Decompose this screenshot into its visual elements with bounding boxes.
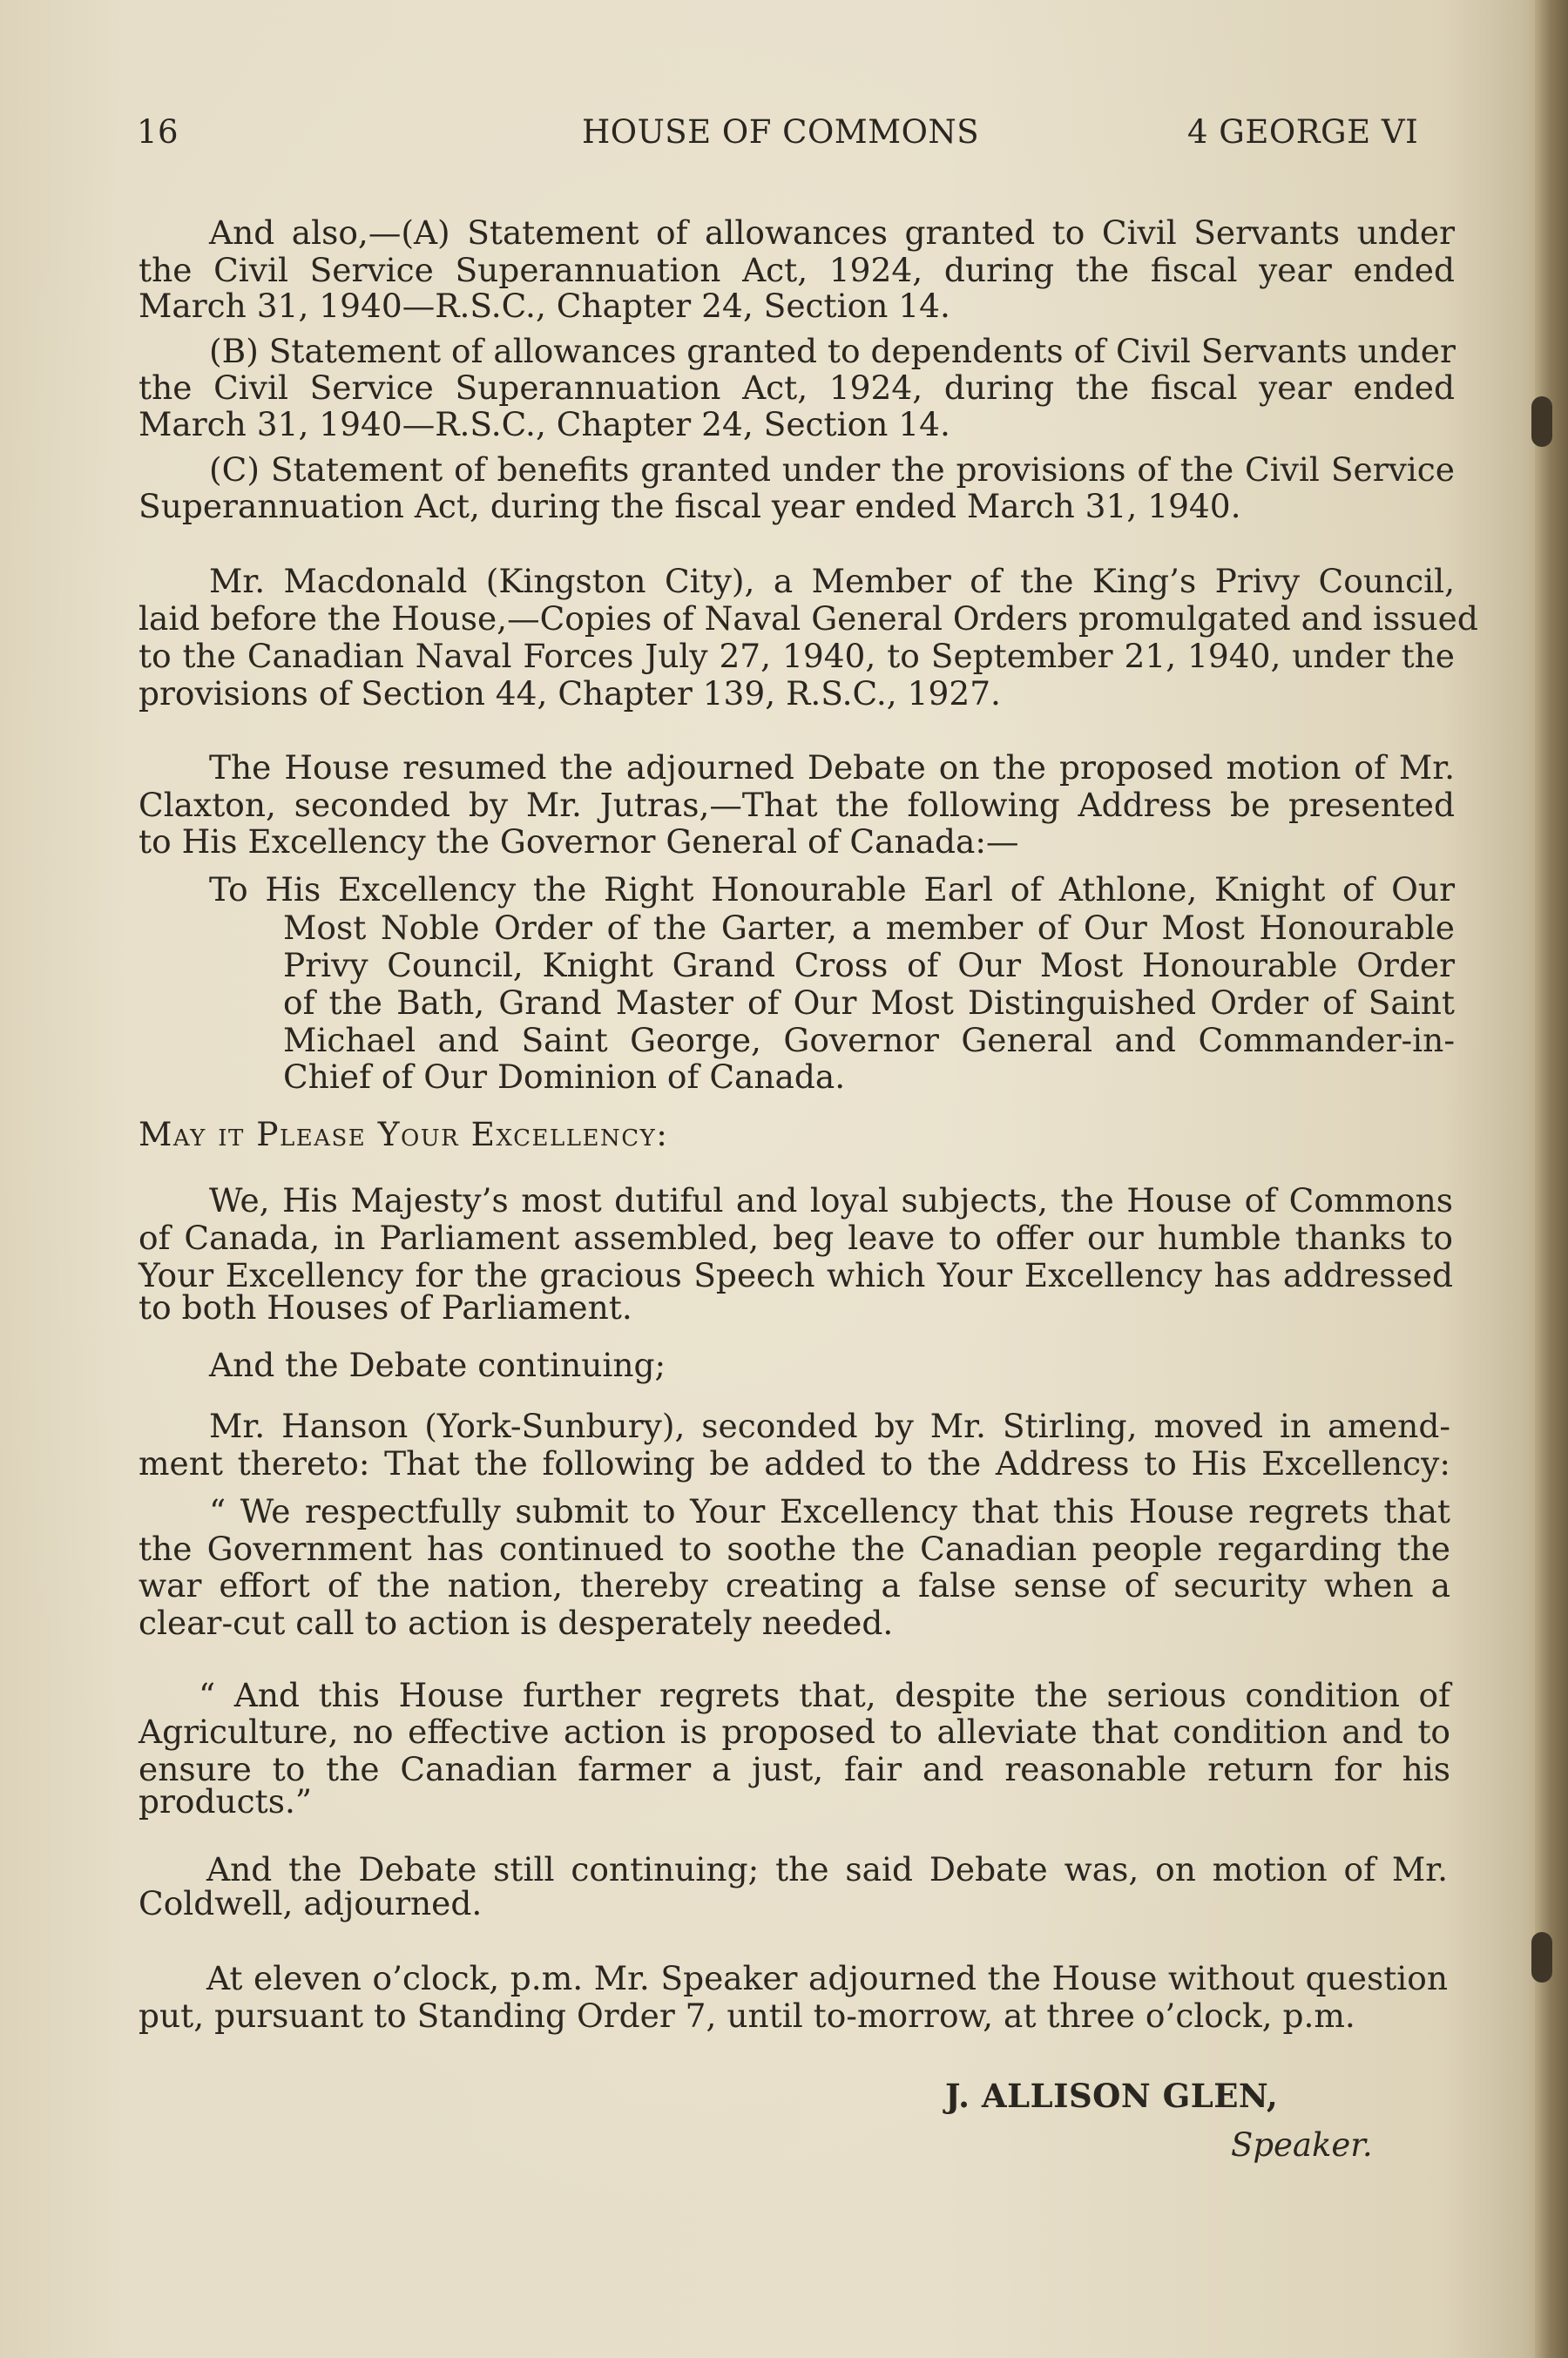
quote2-line: “ And this House further regrets that, despite the serious condition of [199, 1676, 1450, 1714]
debate-line: to His Excellency the Governor General of Canada:— [139, 822, 1019, 861]
page-number: 16 [137, 113, 179, 151]
macdonald-line: laid before the House,—Copies of Naval General Orders promulgated and issued [139, 599, 1478, 638]
speaker-title: Speaker. [1231, 2126, 1373, 2164]
debate-continuing: And the Debate continuing; [209, 1346, 666, 1384]
statement-a-line: March 31, 1940—R.S.C., Chapter 24, Section 14. [139, 287, 950, 325]
statement-b-line: March 31, 1940—R.S.C., Chapter 24, Section 14. [139, 405, 950, 443]
statement-c-line: Superannuation Act, during the fiscal year ended March 31, 1940. [139, 487, 1241, 525]
adjournment-line: At eleven o’clock, p.m. Mr. Speaker adjourned the House without question [206, 1959, 1448, 1997]
still-continuing-line: And the Debate still continuing; the said Debate was, on motion of Mr. [206, 1850, 1448, 1888]
salutation: May it Please Your Excellency: [139, 1115, 669, 1153]
quote1-line: clear-cut call to action is desperately needed. [139, 1604, 894, 1642]
statement-b-line: (B) Statement of allowances granted to dependents of Civil Servants under [209, 332, 1456, 370]
quote1-line: war effort of the nation, thereby creating a false sense of security when a [139, 1566, 1450, 1605]
regnal-year: 4 GEORGE VI [1187, 113, 1419, 151]
address-heading-line: of the Bath, Grand Master of Our Most Distinguished Order of Saint [283, 983, 1455, 1022]
address-heading-line: To His Excellency the Right Honourable Earl of Athlone, Knight of Our [209, 870, 1455, 909]
quote2-line: ensure to the Canadian farmer a just, fair and reasonable return for his [139, 1750, 1450, 1788]
debate-line: Claxton, seconded by Mr. Jutras,—That the following Address be presented [139, 786, 1455, 824]
statement-c-line: (C) Statement of benefits granted under the provisions of the Civil Service [209, 450, 1455, 489]
statement-a-line: And also,—(A) Statement of allowances granted to Civil Servants under [209, 213, 1455, 252]
address-body-line: of Canada, in Parliament assembled, beg leave to offer our humble thanks to [139, 1219, 1453, 1257]
edge-mark [1531, 1932, 1552, 1983]
address-body-line: Your Excellency for the gracious Speech which Your Excellency has addressed [139, 1256, 1453, 1294]
edge-mark [1531, 396, 1552, 447]
address-body-line: We, His Majesty’s most dutiful and loyal subjects, the House of Commons [209, 1181, 1453, 1220]
quote2-line: products.” [139, 1782, 313, 1821]
quote2-line: Agriculture, no effective action is proposed to alleviate that condition and to [139, 1713, 1450, 1751]
macdonald-line: provisions of Section 44, Chapter 139, R.S.C., 1927. [139, 674, 1001, 713]
speaker-name: J. ALLISON GLEN, [945, 2077, 1279, 2115]
amendment-line: Mr. Hanson (York-Sunbury), seconded by Mr. Stirling, moved in amend- [209, 1407, 1450, 1445]
statement-a-line: the Civil Service Superannuation Act, 1924, during the fiscal year ended [139, 251, 1455, 289]
statement-b-line: the Civil Service Superannuation Act, 1924, during the fiscal year ended [139, 368, 1455, 407]
quote1-line: the Government has continued to soothe the Canadian people regarding the [139, 1530, 1450, 1568]
address-body-line: to both Houses of Parliament. [139, 1288, 632, 1327]
address-heading-line: Most Noble Order of the Garter, a member of Our Most Honourable [283, 909, 1455, 947]
quote1-line: “ We respectfully submit to Your Excellency that this House regrets that [209, 1492, 1450, 1530]
debate-line: The House resumed the adjourned Debate on the proposed motion of Mr. [209, 748, 1455, 787]
book-spine-edge [1535, 0, 1568, 2358]
address-heading-line: Michael and Saint George, Governor General and Commander-in- [283, 1021, 1455, 1059]
macdonald-line: to the Canadian Naval Forces July 27, 1940, to September 21, 1940, under the [139, 637, 1455, 675]
adjournment-line: put, pursuant to Standing Order 7, until to-morrow, at three o’clock, p.m. [139, 1997, 1355, 2035]
macdonald-line: Mr. Macdonald (Kingston City), a Member of the King’s Privy Council, [209, 562, 1455, 600]
address-heading-line: Chief of Our Dominion of Canada. [283, 1057, 846, 1096]
still-continuing-line: Coldwell, adjourned. [139, 1884, 483, 1922]
running-title: HOUSE OF COMMONS [582, 113, 980, 151]
amendment-line: ment thereto: That the following be added to the Address to His Excellency: [139, 1444, 1450, 1483]
address-heading-line: Privy Council, Knight Grand Cross of Our Most Honourable Order [283, 946, 1455, 984]
